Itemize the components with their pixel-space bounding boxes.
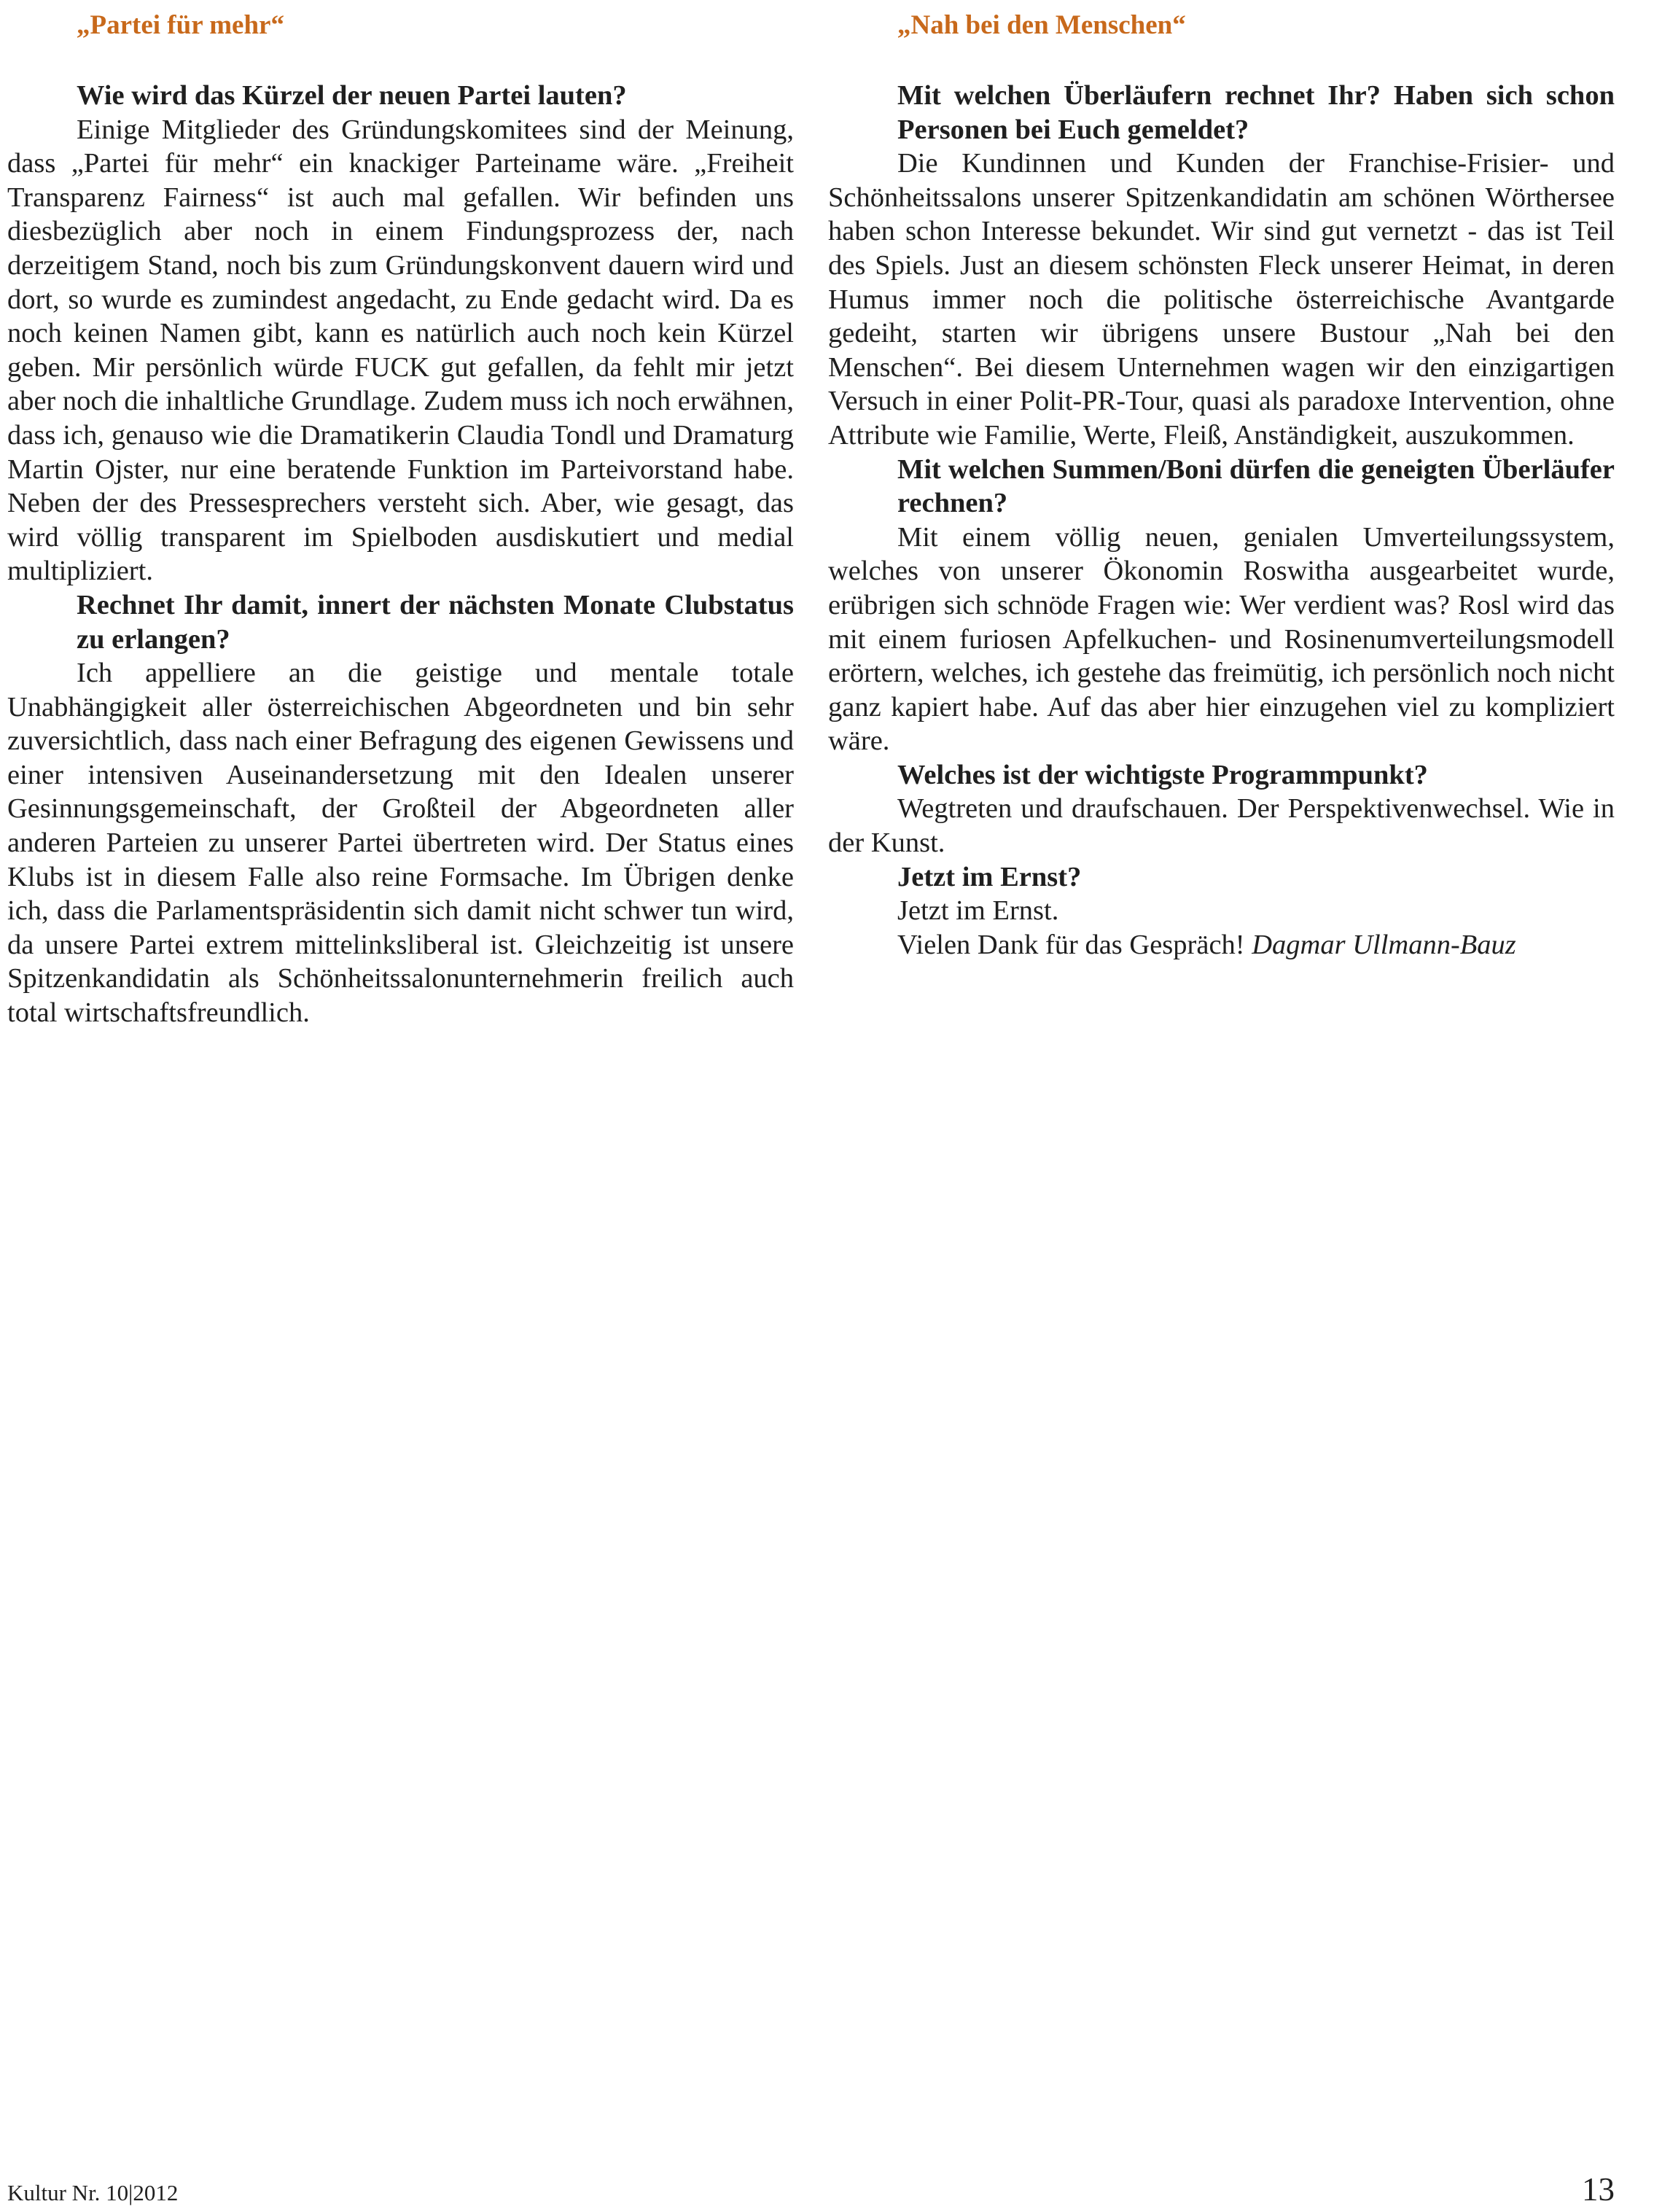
question-paragraph: Mit welchen Summen/Boni dürfen die geneigten Überläufer rechnen?	[897, 453, 1615, 519]
article-body	[7, 9, 1615, 1030]
column-right	[828, 9, 1615, 1030]
question-paragraph: Welches ist der wichtigste Programmpunkt?	[897, 759, 1428, 790]
column-left	[7, 9, 794, 1030]
answer-paragraph: Wegtreten und draufschauen. Der Perspektivenwechsel. Wie in der Kunst.	[828, 793, 1615, 859]
answer-paragraph: Die Kundinnen und Kunden der Franchise-Frisier- und Schönheitssalons unserer Spitzenkandidatin am schönen Wörthersee haben schon Interesse bekundet. Wir sind gut vernetzt - das ist Teil des Spiels. Just an diesem schönsten Fleck unserer Heimat, in deren Humus immer noch die politische österreichische Avantgarde gedeiht, starten wir übrigens unsere Bustour „Nah bei den Menschen“. Bei diesem Unternehmen wagen wir den einzigartigen Versuch in einer Polit-PR-Tour, quasi als paradoxe Intervention, ohne Attribute wie Familie, Werte, Fleiß, Anständigkeit, auszukommen.	[828, 148, 1615, 451]
closing-line	[897, 928, 1615, 962]
question-paragraph: Jetzt im Ernst?	[897, 861, 1082, 892]
section-header-left: „Partei für mehr“	[77, 10, 284, 40]
question-paragraph: Rechnet Ihr damit, innert der nächsten Monate Clubstatus zu erlangen?	[77, 589, 794, 655]
page-number: 13	[1582, 2171, 1615, 2208]
question-paragraph: Wie wird das Kürzel der neuen Partei lauten?	[77, 80, 627, 111]
interview-blocks-left	[7, 79, 794, 1030]
answer-paragraph: Ich appelliere an die geistige und mentale totale Unabhängigkeit aller österreichischen Abgeordneten und bin sehr zuversichtlich, dass nach einer Befragung des eigenen Gewissens und einer intensiven Auseinandersetzung mit den Idealen unserer Gesinnungsgemeinschaft, der Großteil der Abgeordneten aller anderen Parteien zu unserer Partei übertreten wird. Der Status eines Klubs ist in diesem Falle also reine Formsache. Im Übrigen denke ich, dass die Parlamentspräsidentin sich damit nicht schwer tun wird, da unsere Partei extrem mittelinksliberal ist. Gleichzeitig ist unsere Spitzenkandidatin als Schönheitssalonunternehmerin freilich auch total wirtschaftsfreundlich.	[7, 658, 794, 1029]
journal-issue-label: Kultur Nr. 10|2012	[7, 2180, 179, 2205]
answer-paragraph: Jetzt im Ernst.	[897, 895, 1059, 927]
answer-paragraph: Mit einem völlig neuen, genialen Umverteilungssystem, welches von unserer Ökonomin Roswitha ausgearbeitet wurde, erübrigen sich schnöde Fragen wie: Wer verdient was? Rosl wird das mit einem furiosen Apfelkuchen- und Rosinenumverteilungsmodell erörtern, welches, ich gestehe das freimütig, ich persönlich noch nicht ganz kapiert habe. Auf das aber hier einzugehen viel zu kompliziert wäre.	[828, 521, 1615, 757]
answer-paragraph: Einige Mitglieder des Gründungskomitees sind der Meinung, dass „Partei für mehr“ ein knackiger Parteiname wäre. „Freiheit Transparenz Fairness“ ist auch mal gefallen. Wir befinden uns diesbezüglich aber noch in einem Findungsprozess der, nach derzeitigem Stand, noch bis zum Gründungskonvent dauern wird und dort, so wurde es zumindest angedacht, zu Ende gedacht wird. Da es noch keinen Namen gibt, kann es natürlich auch noch kein Kürzel geben. Mir persönlich würde FUCK gut gefallen, da fehlt mir jetzt aber noch die inhaltliche Grundlage. Zudem muss ich noch erwähnen, dass ich, genauso wie die Dramatikerin Claudia Tondl und Dramaturg Martin Ojster, nur eine beratende Funktion im Parteivorstand habe. Neben der des Pressesprechers versteht sich. Aber, wie gesagt, das wird völlig transparent im Spielboden ausdiskutiert und medial multipliziert.	[7, 114, 794, 587]
interview-blocks-right	[828, 79, 1615, 962]
section-header-right: „Nah bei den Menschen“	[897, 10, 1186, 40]
page-footer	[7, 2171, 1615, 2208]
interviewer-name: Dagmar Ullmann-Bauz	[1252, 929, 1516, 960]
closing-thanks: Vielen Dank für das Gespräch!	[897, 929, 1245, 960]
question-paragraph: Mit welchen Überläufern rechnet Ihr? Haben sich schon Personen bei Euch gemeldet?	[897, 80, 1615, 145]
